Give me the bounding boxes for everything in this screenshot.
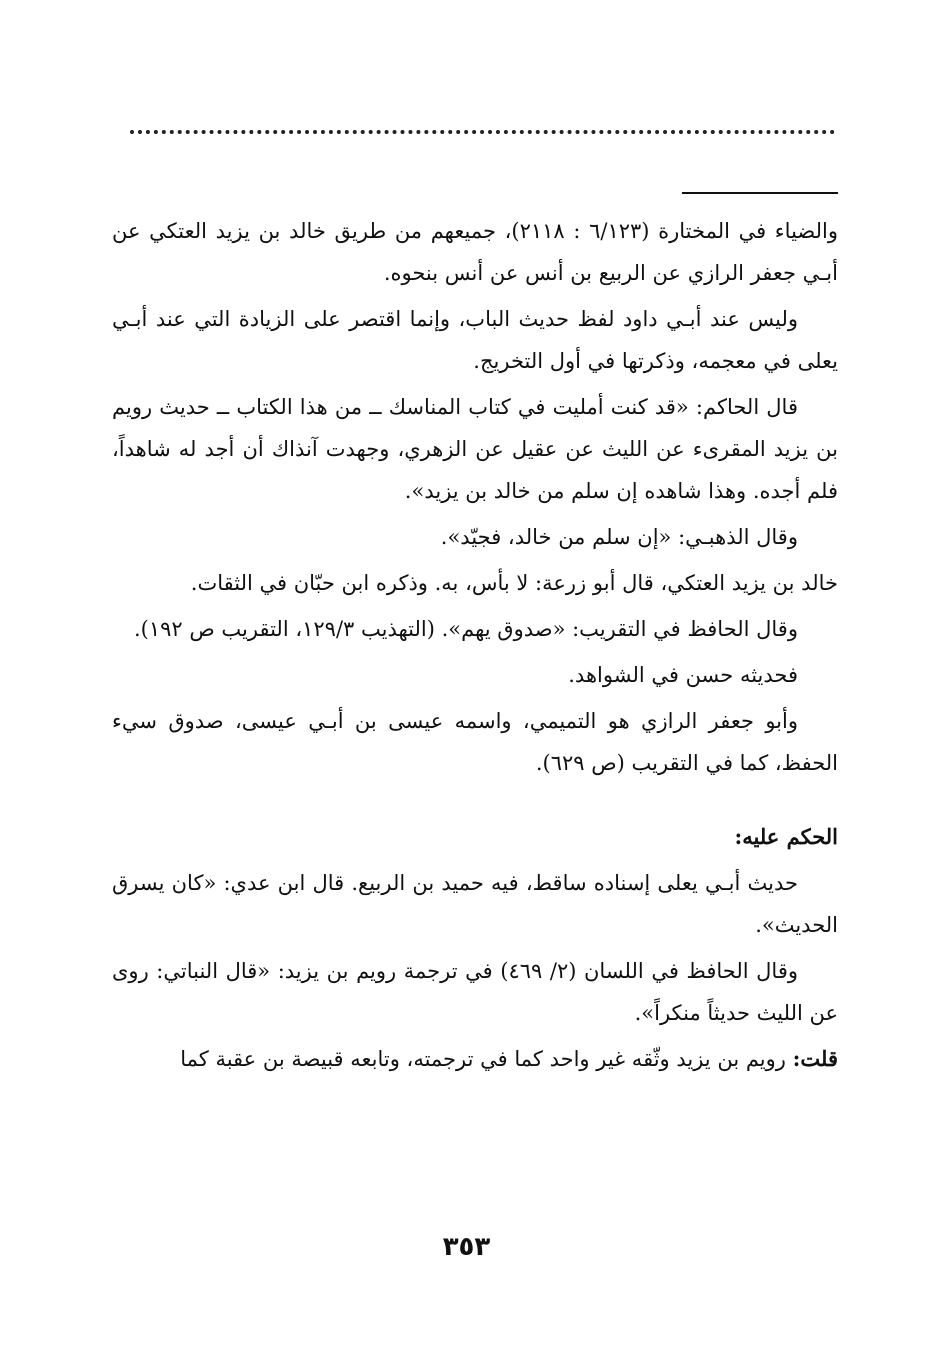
paragraph-1: والضياء في المختارة (٦/١٢٣ : ٢١١٨)، جميعهم من طريق خالد بن يزيد العتكي عن أبـي جعفر الرازي عن الربيع بن أنس عن أنس بنحوه.: [112, 219, 838, 285]
paragraph-8: وأبو جعفر الرازي هو التميمي، واسمه عيسى بن أبـي عيسى، صدوق سيء الحفظ، كما في التقريب (ص ٦٢٩).: [112, 709, 838, 775]
qolt-label: قلت:: [792, 1046, 838, 1071]
paragraph-11: [112, 1038, 838, 1080]
paragraph-10: وقال الحافظ في اللسان (٢/ ٤٦٩) في ترجمة رويم بن يزيد: «قال النباتي: روى عن الليث حديثاً منكراً».: [112, 959, 838, 1025]
section-gap: [112, 788, 838, 816]
dotted-separator: [130, 130, 835, 134]
paragraph-11-text: رويم بن يزيد وثّقه غير واحد كما في ترجمته، وتابعه قبيصة بن عقبة كما: [180, 1047, 793, 1071]
paragraph-9: حديث أبـي يعلى إسناده ساقط، فيه حميد بن الربيع. قال ابن عدي: «كان يسرق الحديث».: [112, 871, 838, 937]
paragraph-2: وليس عند أبـي داود لفظ حديث الباب، وإنما اقتصر على الزيادة التي عند أبـي يعلى في معجمه، وذكرتها في أول التخريج.: [112, 307, 838, 373]
paragraph-3: قال الحاكم: «قد كنت أمليت في كتاب المناسك ــ من هذا الكتاب ــ حديث رويم بن يزيد المقرىء عن الليث عن عقيل عن الزهري، وجهدت آنذاك أن أجد له شاهداً، فلم أجده. وهذا شاهده إن سلم من خالد بن يزيد».: [112, 395, 838, 503]
paragraph-6: وقال الحافظ في التقريب: «صدوق يهم». (التهذيب ١٢٩/٣، التقريب ص ١٩٢).: [133, 617, 798, 641]
paragraph-7: فحديثه حسن في الشواهد.: [568, 663, 798, 687]
text-body: [112, 210, 838, 1084]
paragraph-4: وقال الذهبـي: «إن سلم من خالد، فجيّد».: [440, 525, 798, 549]
section-heading: الحكم عليه:: [734, 824, 838, 849]
page-number: ٣٥٣: [442, 1232, 491, 1262]
paragraph-5: خالد بن يزيد العتكي، قال أبو زرعة: لا بأس، به. وذكره ابن حبّان في الثقات.: [190, 571, 838, 595]
footnote-rule: [682, 192, 838, 194]
